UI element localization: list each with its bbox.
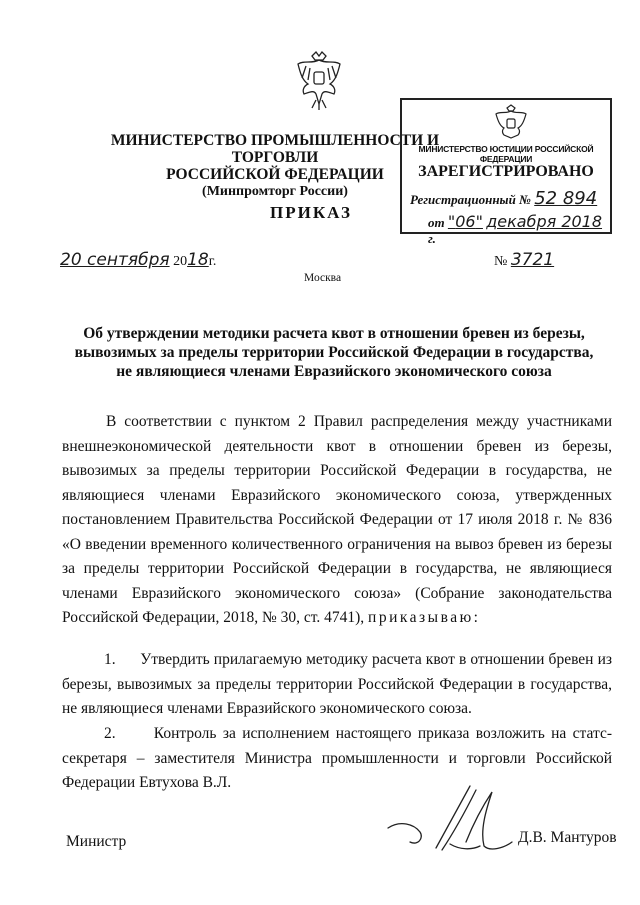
document-title-line3: не являющиеся членами Евразийского экономического союза	[116, 363, 552, 380]
order-command: приказываю:	[368, 609, 481, 626]
stamp-reg-label: Регистрационный №	[410, 192, 531, 207]
stamp-agency: МИНИСТЕРСТВО ЮСТИЦИИ РОССИЙСКОЙ ФЕДЕРАЦИИ	[418, 144, 594, 164]
stamp-day: 06	[455, 212, 476, 231]
ministry-header	[110, 132, 440, 200]
state-emblem-icon	[292, 50, 346, 112]
registration-stamp	[400, 98, 612, 246]
preamble-paragraph	[62, 410, 612, 631]
stamp-registered-label: ЗАРЕГИСТРИРОВАНО	[418, 163, 594, 180]
order-item-1: 1. Утвердить прилагаемую методику расчета квот в отношении бревен из березы, вывозимых за пределы территории Российской Федерации в государства, не являющиеся членами Евразийского экономического союза.	[62, 651, 612, 717]
signatory-position: Министр	[66, 833, 127, 850]
stamp-from-label: от	[428, 215, 445, 230]
stamp-month-year: декабря 2018	[486, 212, 603, 231]
ministry-short-name: (Минпромторг России)	[202, 184, 348, 199]
order-date	[60, 250, 216, 270]
order-number-handwritten: 3721	[510, 250, 555, 270]
document-title-line2: вывозимых за пределы территории Российской Федерации в государства,	[74, 344, 594, 361]
stamp-reg-number: 52 894	[534, 188, 598, 209]
order-year-suffix: г.	[208, 254, 217, 269]
order-date-handwritten: 20 сентября	[60, 250, 170, 270]
order-year-prefix: 20	[173, 254, 188, 269]
order-title: ПРИКАЗ	[270, 203, 352, 222]
stamp-year-suffix: г.	[428, 231, 436, 246]
ministry-name-line1: МИНИСТЕРСТВО ПРОМЫШЛЕННОСТИ И ТОРГОВЛИ	[110, 132, 440, 166]
stamp-emblem-icon	[492, 104, 530, 140]
document-title-line1: Об утверждении методики расчета квот в отношении бревен из березы,	[83, 325, 585, 342]
city: Москва	[304, 272, 342, 284]
order-item-2: 2. Контроль за исполнением настоящего приказа возложить на статс-секретаря – заместителя Министра промышленности и торговли Российской Федерации Евтухова В.Л.	[62, 725, 612, 791]
order-number-label: №	[494, 254, 508, 269]
stamp-registration-date: от "06" декабря 2018 г.	[428, 212, 603, 246]
handwritten-signature	[380, 780, 530, 860]
signatory-name: Д.В. Мантуров	[518, 829, 617, 846]
ministry-name-line2: РОССИЙСКОЙ ФЕДЕРАЦИИ	[166, 166, 384, 183]
stamp-registration-number	[410, 188, 597, 209]
order-year-handwritten: 18	[187, 250, 209, 270]
order-number	[494, 250, 554, 270]
preamble-text: В соответствии с пунктом 2 Правил распределения между участниками внешнеэкономической деятельности квот в отношении бревен из березы, вывозимых за пределы территории Российской Федерации в государства, не являющиеся членами Евразийского экономического союза, утвержденных постановлением Правительства Российской Федерации от 17 июля 2018 г. № 836 «О введении временного количественного ограничения на вывоз бревен из березы за пределы территории Российской Федерации в государства, не являющиеся членами Евразийского экономического союза» (Собрание законодательства Российской Федерации, 2018, № 30, ст. 4741),	[62, 413, 612, 626]
document-title	[60, 324, 608, 381]
